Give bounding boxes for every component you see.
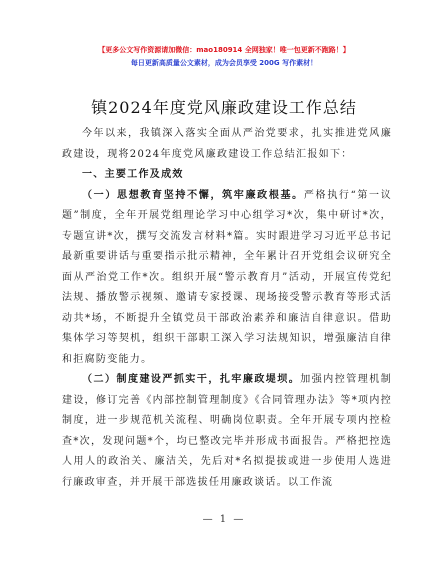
paragraph-text: 加强内控管理机制建设，修订完善《内部控制管理制度》《合同管理办法》等*项内控制度，进一步规范机关流程、明确岗位职责。全年开展专项内控检查*次，发现问题*个，均已整改完毕并形成书面报告。严格把控选人用人的政治关、廉洁关，先后对*名拟提拔或进一步使用人选进行廉政审查，并开展干部选拔任用廉政谈话。以工作流 xyxy=(62,374,392,488)
document-title: 镇2024年度党风廉政建设工作总结 xyxy=(91,98,357,117)
page-number: — 1 — xyxy=(202,514,246,525)
paragraph-system-building xyxy=(62,370,392,493)
paragraph-lead: （二）制度建设严抓实干，扎牢廉政堤坝。 xyxy=(82,374,301,385)
paragraph-lead: （一）思想教育坚持不懈，筑牢廉政根基。 xyxy=(82,189,304,201)
section-heading: 一、主要工作及成效 xyxy=(82,169,184,180)
document-body xyxy=(62,124,392,493)
intro-paragraph: 今年以来，我镇深入落实全面从严治党要求，扎实推进党风廉政建设，现将2024年度党风廉政建设工作总结汇报如下： xyxy=(62,128,392,160)
paragraph-ideological-education xyxy=(62,186,392,371)
promo-banner-line-1: 【更多公文写作资源请加微信：mao180914 全网独家！唯一包更新不跑路！】 xyxy=(98,46,350,54)
promo-banner-line-2: 每日更新高质量公文素材，成为会员享受 200G 写作素材！ xyxy=(130,59,318,67)
paragraph-text: 严格执行“第一议题”制度，全年开展党组理论学习中心组学习*次，集中研讨*次，专题宣讲*次，撰写交流发言材料*篇。实时跟进学习习近平总书记最新重要讲话与重要指示批示精神，全年累计召开党组会议研究全面从严治党工作*次。组织开展“警示教育月”活动，开展宣传党纪法规、播放警示视频、邀请专家授课、现场接受警示教育等形式活动共*场，不断提升全镇党员干部政治素养和廉洁自律意识。借助集体学习等契机，组织干部职工深入学习法规知识，增强廉洁自律和拒腐防变能力。 xyxy=(62,189,393,365)
